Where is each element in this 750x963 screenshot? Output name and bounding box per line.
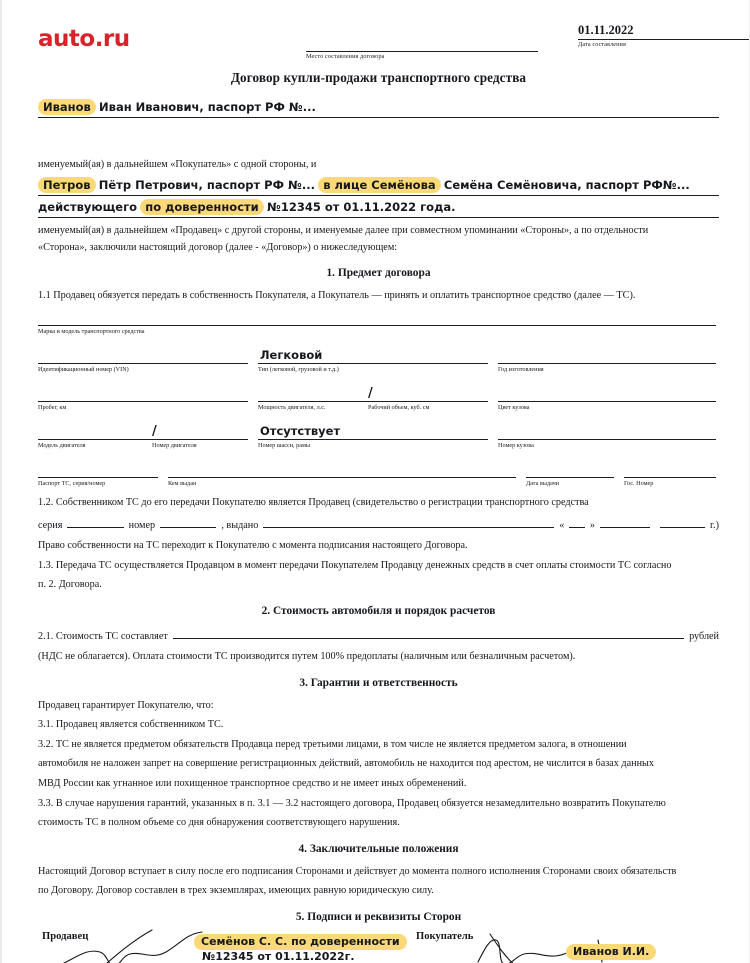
field-caption: Номер кузова xyxy=(498,441,534,449)
place-of-contract-field xyxy=(306,36,538,61)
buyer-heading: Покупатель xyxy=(416,930,474,942)
clause-3-3-line-2: стоимость ТС в полном объеме со дня обнаружения соответствующего нарушения. xyxy=(38,817,400,829)
seller-line-2 xyxy=(38,196,719,218)
price-currency: рублей xyxy=(689,630,719,642)
input-year[interactable] xyxy=(660,516,705,528)
vehicle-field-engine-model-number[interactable] xyxy=(38,423,248,450)
seller-heading: Продавец xyxy=(42,930,89,942)
seller-decode-highlight xyxy=(194,934,407,950)
registration-certificate-row xyxy=(38,516,719,534)
field-value xyxy=(38,461,158,477)
buyer-name-rest: Иван Иванович, паспорт РФ №... xyxy=(99,100,316,114)
field-caption-engine-number: Номер двигателя xyxy=(152,441,197,449)
field-caption: Номер шасси, рамы xyxy=(258,441,311,449)
field-value xyxy=(38,347,248,363)
signatures-area xyxy=(38,931,719,963)
label-seria: серия xyxy=(38,520,63,532)
vehicle-field-make-model[interactable] xyxy=(38,309,716,336)
vehicle-row xyxy=(38,423,719,450)
input-day[interactable] xyxy=(569,516,585,528)
price-input[interactable] xyxy=(173,627,684,639)
price-row xyxy=(38,627,719,645)
quote-open: « xyxy=(559,520,565,532)
field-caption: Тип (легковой, грузовой и т.д.) xyxy=(258,365,339,373)
buyer-decode-highlight: Иванов И.И. xyxy=(566,944,656,960)
buyer-surname-highlight: Иванов xyxy=(38,99,96,115)
clause-1-2-text: 1.2. Собственником ТС до его передачи Покупателю является Продавец (свидетельство о регистрации транспортного средства xyxy=(38,496,589,508)
label-nomer: номер xyxy=(128,520,156,532)
clause-3-1: 3.1. Продавец является собственником ТС. xyxy=(38,719,224,731)
field-caption: Пробег, км xyxy=(38,403,67,411)
seller-surname-highlight: Петров xyxy=(38,177,96,193)
field-slash: / xyxy=(368,385,373,401)
seller-note-line-1: именуемый(ая) в дальнейшем «Продавец» с другой стороны, и именуемые далее при совместном упоминании «Стороны», а по отдельности xyxy=(38,225,649,236)
clause-3-2-line-1: 3.2. ТС не является предметом обязательств Продавца перед третьими лицами, в том числе не является предметом залога, в отношении xyxy=(38,738,627,750)
page-title: Договор купли-продажи транспортного средства xyxy=(230,70,527,85)
date-of-contract-value: 01.11.2022 xyxy=(578,22,750,40)
field-caption: Гос. Номер xyxy=(624,479,654,487)
vehicle-field-mileage[interactable] xyxy=(38,385,248,412)
buyer-signature-column xyxy=(416,931,750,963)
field-caption: Цвет кузова xyxy=(498,403,530,411)
clause-3-3-line-1: 3.3. В случае нарушения гарантий, указанных в п. 3.1 — 3.2 настоящего договора, Продавец обязуется незамедлительно возвратить Покупателю xyxy=(38,797,666,809)
vehicle-field-year[interactable] xyxy=(498,347,716,374)
field-value xyxy=(498,347,716,363)
section-4-title: 4. Заключительные положения xyxy=(298,842,459,855)
field-caption: Кем выдан xyxy=(168,479,197,487)
input-seria[interactable] xyxy=(67,516,123,528)
field-caption: Марка и модель транспортного средства xyxy=(38,327,145,335)
buyer-note: именуемый(ая) в дальнейшем «Покупатель» с одной стороны, и xyxy=(38,159,317,170)
field-caption: Дата выдачи xyxy=(526,479,560,487)
document-header xyxy=(38,22,719,64)
section-1-paragraph-1: 1.1 Продавец обязуется передать в собственность Покупателя, а Покупатель — принять и оплатить транспортное средство (далее — ТС). xyxy=(38,290,636,301)
section-4-line-1: Настоящий Договор вступает в силу после его подписания Сторонами и действует до момента полного исполнения Сторонами своих обязательств xyxy=(38,865,677,877)
section-2-title: 2. Стоимость автомобиля и порядок расчетов xyxy=(261,604,496,617)
input-nomer[interactable] xyxy=(160,516,216,528)
field-caption-volume: Рабочий объем, куб. см xyxy=(368,403,430,411)
autoru-logo: auto.ru xyxy=(38,26,130,52)
seller-note-line-2: «Сторона», заключили настоящий договор (далее - «Договор») о нижеследующем: xyxy=(38,242,398,253)
clause-1-2-ownership: Право собственности на ТС переходит к Покупателю с момента подписания настоящего Договора. xyxy=(38,540,468,552)
seller-decode-line-1: Семёнов С. С. по доверенности xyxy=(201,934,400,948)
field-slash: / xyxy=(152,423,157,439)
seller-decode-line-2: №12345 от 01.11.2022г. xyxy=(202,949,355,963)
field-value xyxy=(168,461,516,477)
field-value xyxy=(526,461,614,477)
field-value xyxy=(624,461,716,477)
field-caption: Паспорт ТС, серия/номер xyxy=(38,479,106,487)
vehicle-field-power-volume[interactable] xyxy=(258,385,488,412)
buyer-line xyxy=(38,96,719,118)
seller-signature-column xyxy=(42,931,402,963)
price-label: 2.1. Стоимость ТС составляет xyxy=(38,630,168,642)
vehicle-field-chassis[interactable] xyxy=(258,423,488,450)
seller-representative-rest: Семёна Семёновича, паспорт РФ№... xyxy=(443,178,690,192)
field-value xyxy=(38,385,248,401)
vehicle-field-body-number[interactable] xyxy=(498,423,716,450)
vehicle-field-vin[interactable] xyxy=(38,347,248,374)
section-3-lead: Продавец гарантирует Покупателю, что: xyxy=(38,699,214,711)
field-value xyxy=(498,385,716,401)
vehicle-row xyxy=(38,461,719,488)
label-vydano: , выдано xyxy=(221,520,259,532)
vehicle-row xyxy=(38,385,719,412)
proxy-prefix: действующего xyxy=(38,200,138,214)
vehicle-details-grid xyxy=(38,309,719,488)
section-4-line-2: по Договору. Договор составлен в трех экземплярах, имеющих равную юридическую силу. xyxy=(38,885,434,897)
vehicle-field-issue-date[interactable] xyxy=(526,461,614,488)
seller-representative-highlight: в лице Семёнова xyxy=(318,177,440,193)
section-2-paragraph-2: (НДС не облагается). Оплата стоимости ТС производится путем 100% предоплаты (наличным или безналичным расчетом). xyxy=(38,650,576,662)
field-value: Легковой xyxy=(260,347,323,362)
clause-1-3-line-1: 1.3. Передача ТС осуществляется Продавцом в момент передачи Покупателем Продавцу денежных средств в счет оплаты стоимости ТС согласно xyxy=(38,559,672,571)
seller-name-rest: Пётр Петрович, паспорт РФ №... xyxy=(98,178,315,192)
date-of-contract-caption: Дата составления xyxy=(578,41,626,48)
spacer xyxy=(38,118,719,127)
field-caption-pair xyxy=(38,440,248,450)
vehicle-row xyxy=(38,309,719,336)
vehicle-field-body-color[interactable] xyxy=(498,385,716,412)
seller-line-1 xyxy=(38,174,719,196)
field-value xyxy=(498,423,716,439)
field-value xyxy=(38,309,716,325)
parties-block xyxy=(38,96,719,255)
vehicle-row xyxy=(38,347,719,374)
vehicle-field-plate-number[interactable] xyxy=(624,461,716,488)
clause-1-3-line-2: п. 2. Договора. xyxy=(38,579,102,591)
clause-3-2-line-2: автомобиля не наложен запрет на совершение регистрационных действий, автомобиль не находится под арестом, не числится в базах данных xyxy=(38,758,654,770)
field-value: Отсутствует xyxy=(260,423,341,438)
date-of-contract-field xyxy=(578,22,750,49)
input-vydano[interactable] xyxy=(263,516,554,528)
field-caption: Год изготовления xyxy=(498,365,544,373)
field-caption: Идентификационный номер (VIN) xyxy=(38,365,129,373)
vehicle-field-type[interactable] xyxy=(258,347,488,374)
vehicle-field-issued-by[interactable] xyxy=(168,461,516,488)
field-caption-engine-model: Модель двигателя xyxy=(38,441,86,449)
proxy-highlight: по доверенности xyxy=(140,199,263,215)
place-of-contract-value xyxy=(306,36,538,52)
input-month[interactable] xyxy=(600,516,650,528)
clause-3-2-line-3: МВД России как угнанное или похищенное транспортное средство и не имеет иных обременений. xyxy=(38,777,467,789)
field-caption-power: Мощность двигателя, л.с. xyxy=(258,403,326,411)
vehicle-field-pts[interactable] xyxy=(38,461,158,488)
place-of-contract-caption: Место составления договора xyxy=(306,53,385,60)
section-5-title: 5. Подписи и реквизиты Сторон xyxy=(295,910,462,923)
label-god: г.) xyxy=(710,520,719,532)
section-1-title: 1. Предмет договора xyxy=(326,267,431,279)
field-caption-pair xyxy=(258,402,488,412)
proxy-number: №12345 от 01.11.2022 года. xyxy=(267,200,456,214)
section-3-title: 3. Гарантии и ответственность xyxy=(299,676,458,689)
quote-close: » xyxy=(589,520,595,532)
